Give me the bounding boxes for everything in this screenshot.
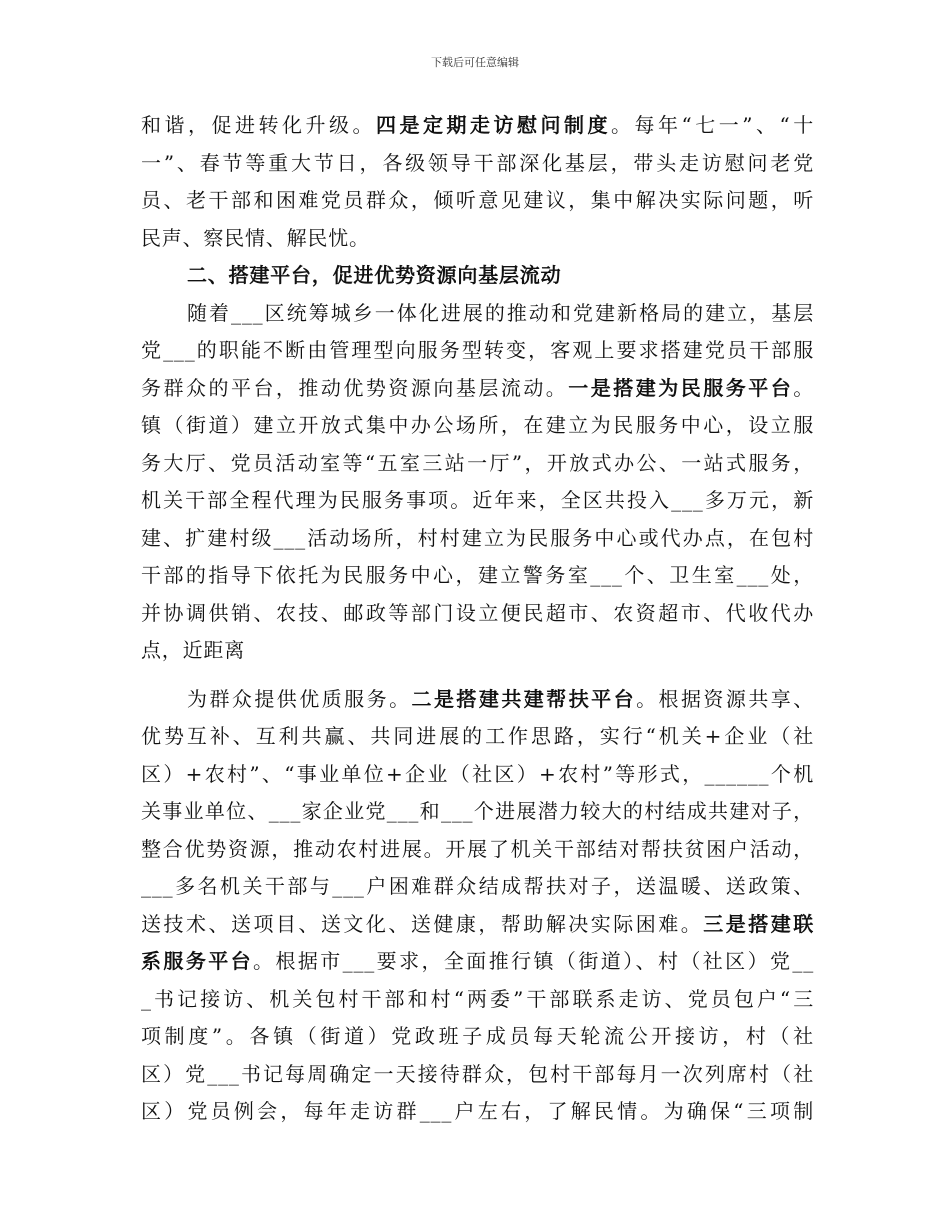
text-line: [141, 1093, 814, 1131]
page-header: 下载后可任意编辑: [431, 56, 519, 69]
text-line: [141, 407, 814, 445]
bold-phrase: 三是搭建联: [703, 911, 814, 936]
document-body: [141, 107, 814, 1131]
text-line: [141, 332, 814, 370]
text-run: 机关干部全程代理为民服务事项。近年来，全区共投入___多万元，新: [141, 488, 814, 512]
text-run: 区）党员例会，每年走访群___户左右，了解民情。为确保“三项制: [141, 1099, 814, 1123]
text-line: [141, 943, 814, 981]
text-run: 随着___区统筹城乡一体化进展的推动和党建新格局的建立，基层: [187, 300, 814, 325]
text-run: 建、扩建村级___活动场所，村村建立为民服务中心或代办点，在包村: [141, 525, 814, 550]
text-line: [141, 182, 814, 220]
text-line: [141, 793, 814, 831]
text-line: [141, 718, 814, 756]
text-line: [141, 107, 814, 145]
text-run: _书记接访、机关包村干部和村“两委”干部联系走访、党员包户“三: [141, 986, 814, 1011]
text-run: 优势互补、互利共赢、共同进展的工作思路，实行“机关+企业（社: [141, 724, 814, 748]
text-line: [141, 220, 814, 258]
text-run: 。根据资源共享、: [636, 686, 814, 711]
bold-phrase: 系服务平台: [141, 949, 254, 973]
bold-phrase: 一是搭建为民服务平台: [568, 375, 794, 400]
text-run: 镇（街道）建立开放式集中办公场所，在建立为民服务中心，设立服: [141, 413, 814, 437]
text-run: ___多名机关干部与___户困难群众结成帮扶对子，送温暖、送政策、: [141, 874, 814, 898]
text-run: 党___的职能不断由管理型向服务型转变，客观上要求搭建党员干部服: [141, 338, 814, 362]
text-run: 二、搭建平台，促进优势资源向基层流动: [187, 263, 562, 287]
bold-phrase: 二是搭建共建帮扶平台: [411, 686, 637, 711]
text-line: [141, 868, 814, 906]
text-line: [141, 1018, 814, 1056]
bold-phrase: 四是定期走访慰问制度: [376, 113, 612, 137]
text-line: [141, 906, 814, 944]
text-line: [141, 295, 814, 333]
text-run: 员、老干部和困难党员群众，倾听意见建议，集中解决实际问题，听: [141, 188, 814, 212]
text-line: [141, 831, 814, 869]
text-run: 。根据市___要求，全面推行镇（街道）、村（社区）党__: [253, 949, 814, 973]
text-line: [141, 632, 814, 670]
text-line: [141, 981, 814, 1019]
text-run: 。: [793, 375, 814, 400]
text-line: [141, 681, 814, 719]
text-run: 和谐，促进转化升级。: [141, 113, 377, 137]
text-run: 为群众提供优质服务。: [187, 686, 412, 711]
text-run: 干部的指导下依托为民服务中心，建立警务室___个、卫生室___处，: [141, 563, 814, 587]
text-run: 。每年“七一”、“十: [611, 113, 814, 137]
text-run: 点，近距离: [141, 638, 245, 662]
text-run: 一”、春节等重大节日，各级领导干部深化基层，带头走访慰问老党: [141, 150, 814, 175]
text-run: 关事业单位、___家企业党___和___个进展潜力较大的村结成共建对子，: [141, 799, 814, 823]
section-heading: [141, 257, 814, 295]
text-run: 项制度”。各镇（街道）党政班子成员每天轮流公开接访，村（社: [141, 1024, 814, 1048]
text-run: 区）+农村”、“事业单位+企业（社区）+农村”等形式，______个机: [141, 761, 814, 786]
text-line: [141, 520, 814, 558]
text-line: [141, 445, 814, 483]
text-line: [141, 482, 814, 520]
text-run: 送技术、送项目、送文化、送健康，帮助解决实际困难。: [141, 911, 704, 936]
text-run: 务群众的平台，推动优势资源向基层流动。: [141, 375, 569, 400]
text-line: [141, 557, 814, 595]
text-line: [141, 370, 814, 408]
text-run: 民声、察民情、解民忧。: [141, 225, 370, 250]
text-run: 务大厅、党员活动室等“五室三站一厅”，开放式办公、一站式服务，: [141, 450, 814, 475]
text-line: [141, 756, 814, 794]
text-run: 区）党___书记每周确定一天接待群众，包村干部每月一次列席村（社: [141, 1061, 814, 1086]
text-line: [141, 145, 814, 183]
text-run: 整合优势资源，推动农村进展。开展了机关干部结对帮扶贫困户活动，: [141, 836, 814, 861]
text-line: [141, 595, 814, 633]
text-run: 并协调供销、农技、邮政等部门设立便民超市、农资超市、代收代办: [141, 600, 814, 625]
text-line: [141, 1056, 814, 1094]
